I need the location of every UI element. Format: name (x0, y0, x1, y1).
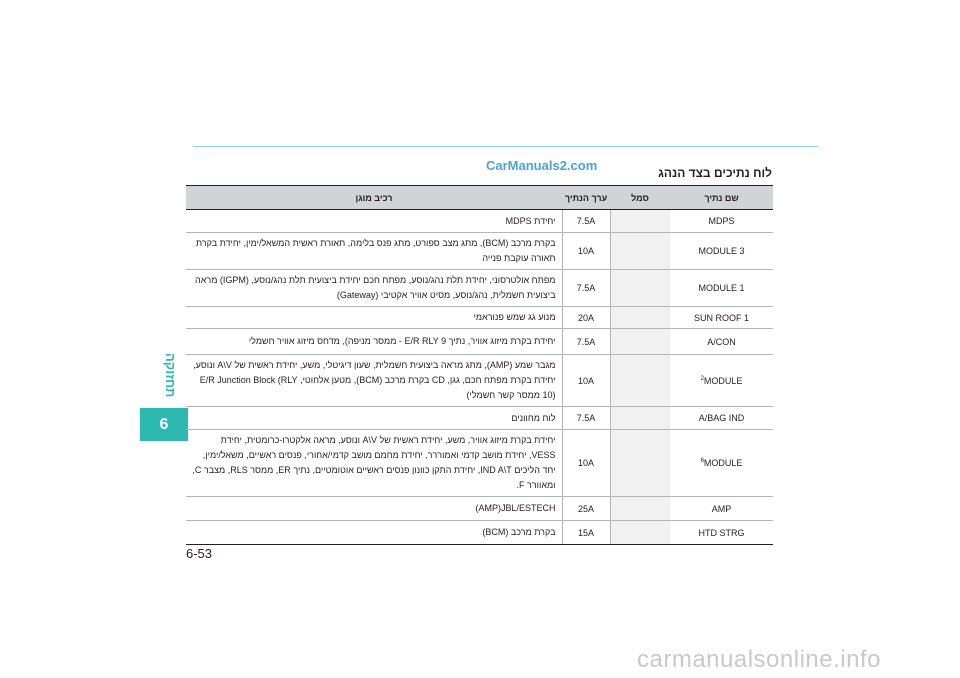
top-rule (193, 146, 818, 147)
fuse-symbol (610, 270, 670, 307)
row-name-sup: 6 (700, 458, 704, 464)
row-rating: 7.5A (562, 329, 610, 355)
row-name: $^6$MODULE (670, 430, 773, 497)
row-name: SUN ROOF 1 (670, 307, 773, 329)
row-rating: 10A (562, 233, 610, 270)
fuse-table (186, 185, 773, 545)
fuse-symbol (610, 210, 670, 233)
row-circuit: יחידת MDPS (186, 210, 562, 233)
row-rating: 25A (562, 497, 610, 521)
row-rating: 7.5A (562, 407, 610, 430)
header-rating: ערך הנתיך (562, 186, 610, 210)
row-name-sup: 2 (700, 375, 704, 382)
row-circuit: בקרת מרכב (BCM) (186, 521, 562, 545)
fuse-symbol (610, 355, 670, 407)
row-name: HTD STRG (670, 521, 773, 545)
watermark-bottom: carmanualsonline.info (637, 646, 881, 673)
header-circuit: רכיב מוגן (186, 186, 562, 210)
table-row (186, 407, 773, 430)
row-name: MODULE 3 (670, 233, 773, 270)
page-number: 6-53 (186, 546, 213, 561)
table-row (186, 355, 773, 407)
row-name: MDPS (670, 210, 773, 233)
table-header-row (186, 186, 773, 210)
row-rating: 10A (562, 355, 610, 407)
row-circuit: יחידת בקרת מיזוג אוויר, נתיך E/R RLY 9 - ממסר מניפה), מדחס מיזוג אוויר חשמלי (186, 329, 562, 355)
row-name: MODULE 1 (670, 270, 773, 307)
table-row (186, 521, 773, 545)
row-name: A/CON (670, 329, 773, 355)
row-rating: 7.5A (562, 270, 610, 307)
table-row (186, 210, 773, 233)
row-rating: 10A (562, 430, 610, 497)
row-rating: 7.5A (562, 210, 610, 233)
row-name: AMP (670, 497, 773, 521)
row-circuit: מגבר שמע (AMP), מתג מראה ביצועית חשמלית, שעון דיגיטלי, משע, יחידת ראשית של A\V ונוסע, יחידת בקרת מפתח חכם, גגן, CD בקרת מרכב (BCM), מטען אלחוטי, E/R Junction Block (RLY 10) ממסר קשר חשמלי) (186, 355, 562, 407)
row-circuit: יחידת בקרת מיזוג אוויר, משע, יחידת ראשית של A\V ונוסע, מראה אלקטרו-כרומטית, יחידת VESS, יחידת מושב קדמי ואמוררר, יחידת מחמם מושב קדמי/אחורי, פנסים ראשיים, משאל/ימין, יחד הליכים IND A\T, יחידת התקן כוונון פנסים ראשיים אוטומטיים, נתיך ER, ממסר RLS, מצבר C, ומאוורר F. (186, 430, 562, 497)
section-title: לוח נתיכים בצד הנהג (658, 166, 772, 180)
row-circuit: AMP)JBL/ESTECH) (186, 497, 562, 521)
chapter-tab (140, 408, 188, 441)
table-row (186, 329, 773, 355)
row-name: A/BAG IND (670, 407, 773, 430)
row-circuit: מפתח אולטרסוני, יחידת תלת נהג/נוסע, מפתח חכם יחידת ביצועית תלת נהג/נוסע, (IGPM) מראה ביצועית חשמלית, נהג/נוסע, מסיט אוויר אקטיבי (Gateway) (186, 270, 562, 307)
fuse-symbol (610, 430, 670, 497)
fuse-symbol (610, 329, 670, 355)
row-name: $^2$MODULE (670, 355, 773, 407)
header-name: שם נתיך (670, 186, 773, 210)
row-circuit: בקרת מרכב (BCM), מתג מצב ספורט, מתג פנס בלימה, תאורת ראשית המשאל/ימין, יחידת בקרת תאורה עוקבת פנייה (186, 233, 562, 270)
table-row (186, 497, 773, 521)
row-rating: 15A (562, 521, 610, 545)
table-row (186, 307, 773, 329)
fuse-symbol (610, 497, 670, 521)
fuse-symbol (610, 233, 670, 270)
row-rating: 20A (562, 307, 610, 329)
header-symbol: סמל (610, 186, 670, 210)
row-circuit: לוח מחוונים (186, 407, 562, 430)
table-row (186, 270, 773, 307)
fuse-symbol (610, 407, 670, 430)
table-row (186, 430, 773, 497)
chapter-number: 6 (159, 415, 169, 433)
fuse-symbol (610, 521, 670, 545)
table-row (186, 233, 773, 270)
fuse-symbol (610, 307, 670, 329)
watermark-top: CarManuals2.com (486, 158, 598, 173)
row-circuit: מנוע גג שמש פנוראמי (186, 307, 562, 329)
chapter-label: תחזוקה (163, 352, 178, 398)
